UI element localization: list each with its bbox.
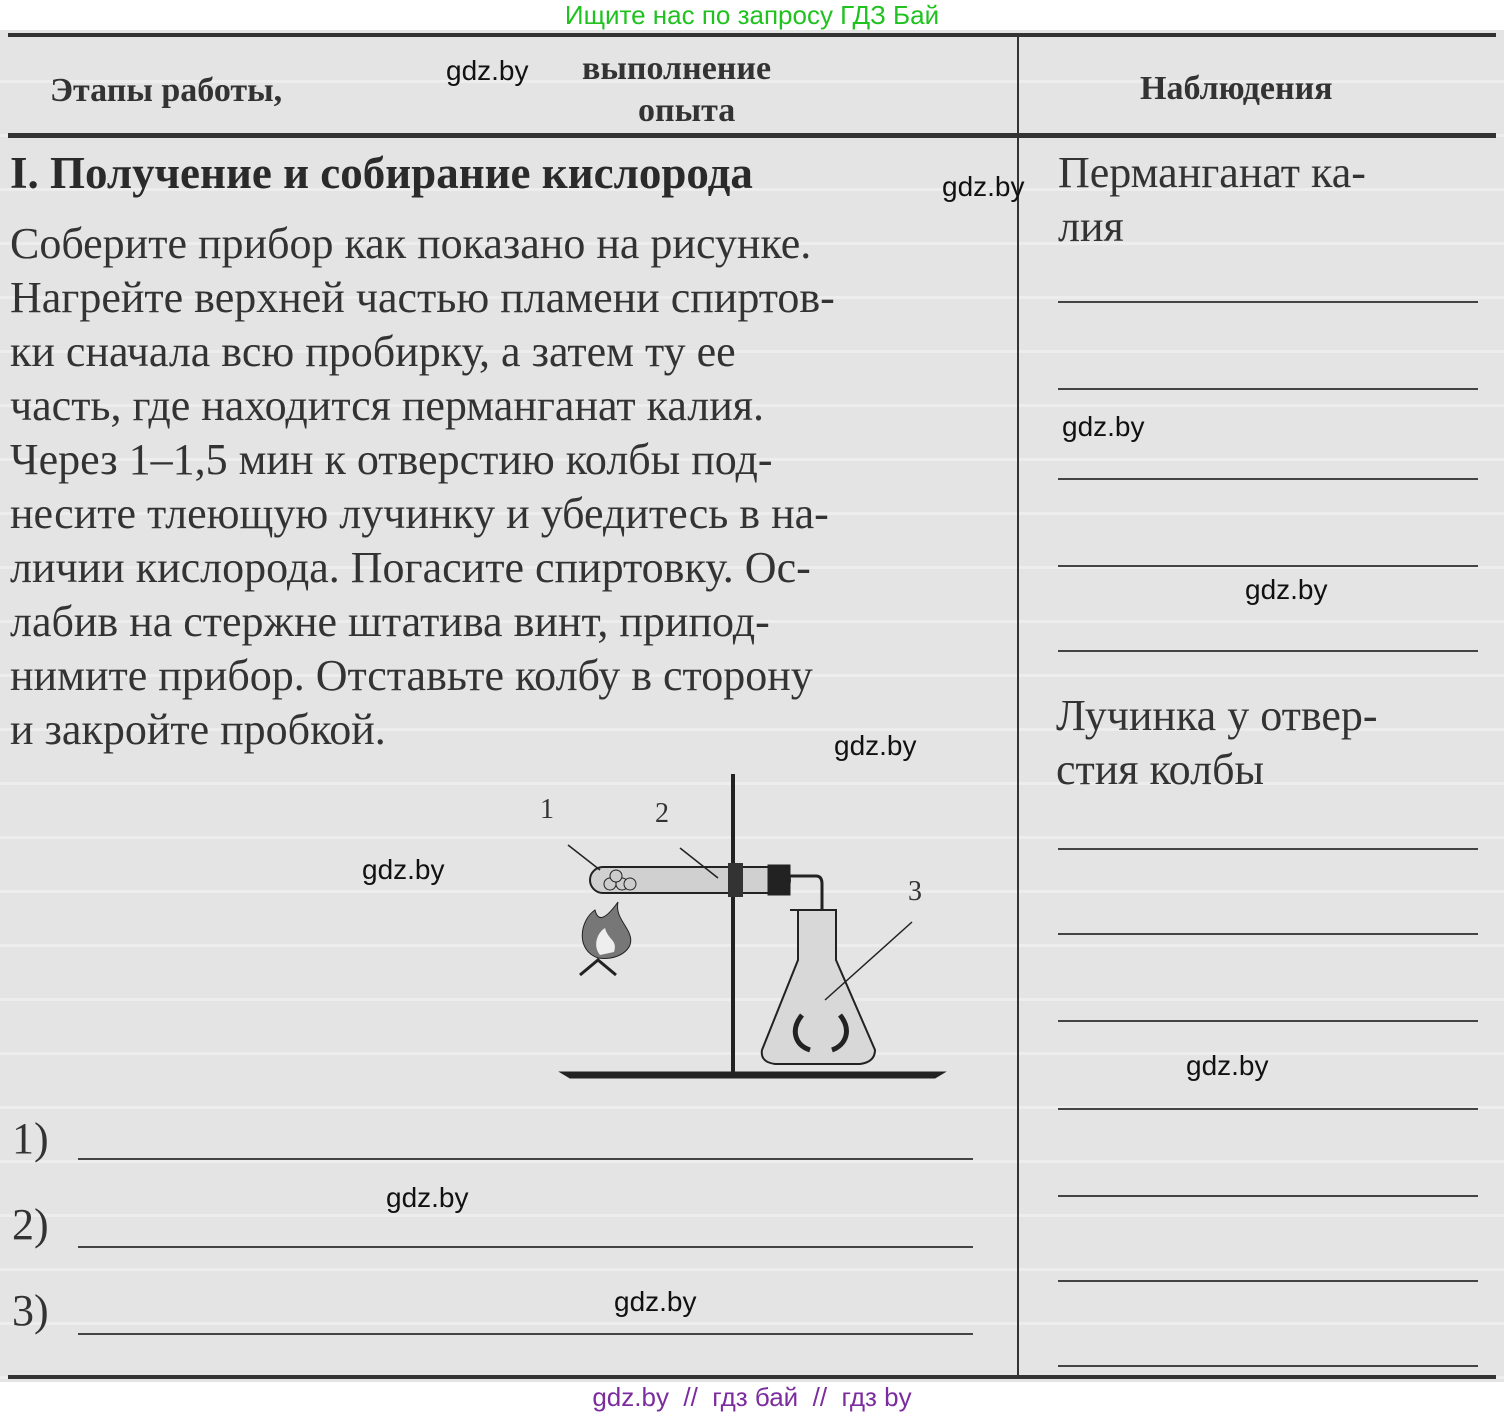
- burner-stand: [580, 960, 616, 975]
- observation-blank-line[interactable]: [1058, 1020, 1478, 1022]
- observation-line: Перманганат ка-: [1058, 148, 1366, 197]
- figure-label-3: 3: [908, 876, 922, 907]
- observation-blank-line[interactable]: [1058, 388, 1478, 390]
- instruction-line: несите тлеющую лучинку и убедитесь в на-: [10, 489, 829, 538]
- answer-label-2: 2): [12, 1200, 49, 1249]
- watermark: gdz.by: [1186, 1050, 1269, 1081]
- answer-label-1: 1): [12, 1114, 49, 1163]
- pointer-3: [825, 922, 912, 1000]
- observation-line: Лучинка у отвер-: [1056, 691, 1378, 740]
- clamp: [728, 863, 743, 897]
- top-banner[interactable]: Ищите нас по запросу ГДЗ Бай: [564, 0, 940, 30]
- instruction-line: и закройте пробкой.: [10, 705, 386, 754]
- answer-line-2[interactable]: [78, 1246, 973, 1248]
- header-execution: выполнение: [582, 50, 772, 87]
- observation-line: стия колбы: [1056, 745, 1265, 794]
- observation-blank-line[interactable]: [1058, 478, 1478, 480]
- observation-blank-line[interactable]: [1058, 1108, 1478, 1110]
- instruction-line: часть, где находится перманганат калия.: [10, 381, 764, 430]
- conical-flask: [762, 910, 875, 1064]
- observation-line: лия: [1058, 202, 1124, 251]
- header-bottom-border: [8, 133, 1496, 138]
- instruction-line: личии кислорода. Погасите спиртовку. Ос-: [10, 543, 811, 592]
- watermark: gdz.by: [1245, 574, 1328, 605]
- stopper: [768, 865, 790, 895]
- observation-blank-line[interactable]: [1058, 1365, 1478, 1367]
- watermark: gdz.by: [614, 1286, 697, 1317]
- instruction-line: Через 1–1,5 мин к отверстию колбы под-: [10, 435, 773, 484]
- instruction-line: Соберите прибор как показано на рисунке.: [10, 219, 812, 268]
- header-experiment: опыта: [638, 92, 736, 129]
- answer-label-3: 3): [12, 1286, 49, 1335]
- watermark: gdz.by: [942, 171, 1025, 202]
- instruction-line: нимите прибор. Отставьте колбу в сторону: [10, 651, 813, 700]
- observation-block-1: [1058, 146, 1366, 254]
- instruction-line: лабив на стержне штатива винт, припод-: [10, 597, 770, 646]
- header-stages: Этапы работы,: [50, 72, 283, 109]
- table-bottom-border: [8, 1375, 1496, 1379]
- table-top-border: [8, 33, 1496, 37]
- watermark: gdz.by: [446, 55, 529, 86]
- observation-blank-line[interactable]: [1058, 565, 1478, 567]
- instruction-line: Нагрейте верхней частью пламени спиртов-: [10, 273, 835, 322]
- watermark: gdz.by: [1062, 411, 1145, 442]
- header-observations: Наблюдения: [1140, 70, 1333, 107]
- watermark: gdz.by: [834, 730, 917, 761]
- instruction-line: ки сначала всю пробирку, а затем ту ее: [10, 327, 736, 376]
- figure-label-2: 2: [655, 798, 669, 829]
- watermark: gdz.by: [386, 1182, 469, 1213]
- observation-blank-line[interactable]: [1058, 650, 1478, 652]
- stand-base: [560, 1072, 945, 1078]
- figure-label-1: 1: [540, 794, 554, 825]
- pointer-1: [568, 845, 600, 870]
- observation-blank-line[interactable]: [1058, 1280, 1478, 1282]
- apparatus-figure: [540, 760, 960, 1090]
- observation-blank-line[interactable]: [1058, 848, 1478, 850]
- column-divider: [1017, 33, 1019, 1378]
- answer-line-3[interactable]: [78, 1333, 973, 1335]
- instructions: [10, 217, 835, 757]
- observation-blank-line[interactable]: [1058, 933, 1478, 935]
- watermark: gdz.by: [362, 854, 445, 885]
- observation-block-2: [1056, 689, 1378, 797]
- answer-line-1[interactable]: [78, 1158, 973, 1160]
- observation-blank-line[interactable]: [1058, 301, 1478, 303]
- observation-blank-line[interactable]: [1058, 1195, 1478, 1197]
- section-title: I. Получение и собирание кислорода: [10, 148, 753, 198]
- footer-links[interactable]: gdz.by // гдз бай // гдз by: [592, 1382, 912, 1412]
